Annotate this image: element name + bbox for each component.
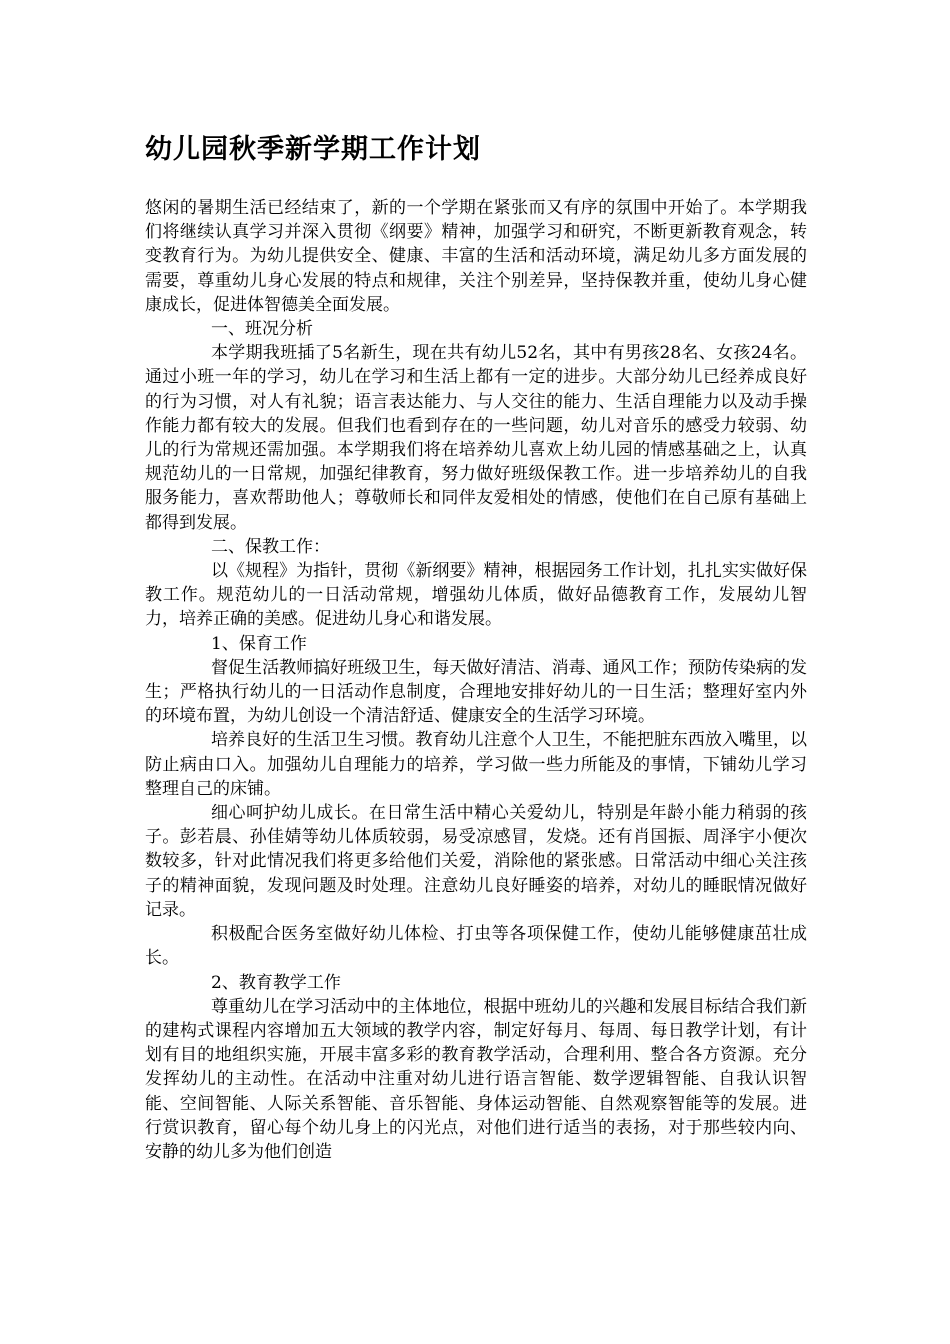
paragraph: 1、保育工作 xyxy=(211,633,307,654)
paragraph: 积极配合医务室做好幼儿体检、打虫等各项保健工作，使幼儿能够健康茁壮成长。 xyxy=(145,924,807,969)
paragraph: 本学期我班插了5名新生，现在共有幼儿52名，其中有男孩28名、女孩24名。通过小班一年的学习，幼儿在学习和生活上都有一定的进步。大部分幼儿已经养成良好的行为习惯，对人有礼貌；语言表达能力、与人交往的能力、生活自理能力以及动手操作能力都有较大的发展。但我们也看到存在的一些问题，幼儿对音乐的感受力较弱、幼儿的行为常规还需加强。本学期我们将在培养幼儿喜欢上幼儿园的情感基础之上，认真规范幼儿的一日常规，加强纪律教育，努力做好班级保教工作。进一步培养幼儿的自我服务能力，喜欢帮助他人；尊敬师长和同伴友爱相处的情感，使他们在自己原有基础上都得到发展。 xyxy=(145,343,807,533)
paragraph: 细心呵护幼儿成长。在日常生活中精心关爱幼儿，特别是年龄小能力稍弱的孩子。彭若晨、孙佳婧等幼儿体质较弱，易受凉感冒，发烧。还有肖国振、周泽宇小便次数较多，针对此情况我们将更多给他们关爱，消除他的紧张感。日常活动中细心关注孩子的精神面貌，发现问题及时处理。注意幼儿良好睡姿的培养，对幼儿的睡眠情况做好记录。 xyxy=(145,803,807,920)
paragraph: 督促生活教师搞好班级卫生，每天做好清洁、消毒、通风工作；预防传染病的发生；严格执行幼儿的一日活动作息制度，合理地安排好幼儿的一日生活；整理好室内外的环境布置，为幼儿创设一个清洁舒适、健康安全的生活学习环境。 xyxy=(145,657,807,727)
paragraph: 二、保教工作： xyxy=(211,536,330,557)
document-body xyxy=(145,196,807,1164)
paragraph: 培养良好的生活卫生习惯。教育幼儿注意个人卫生，不能把脏东西放入嘴里，以防止病由口入。加强幼儿自理能力的培养，学习做一些力所能及的事情，下铺幼儿学习整理自己的床铺。 xyxy=(145,730,807,799)
paragraph: 悠闲的暑期生活已经结束了，新的一个学期在紧张而又有序的氛围中开始了。本学期我们将继续认真学习并深入贯彻《纲要》精神，加强学习和研究，不断更新教育观念，转变教育行为。为幼儿提供安全、健康、丰富的生活和活动环境，满足幼儿多方面发展的需要，尊重幼儿身心发展的特点和规律，关注个别差异，坚持保教并重，使幼儿身心健康成长，促进体智德美全面发展。 xyxy=(145,198,807,315)
paragraph: 以《规程》为指针，贯彻《新纲要》精神，根据园务工作计划，扎扎实实做好保教工作。规范幼儿的一日活动常规，增强幼儿体质，做好品德教育工作，发展幼儿智力，培养正确的美感。促进幼儿身心和谐发展。 xyxy=(145,561,807,630)
paragraph: 尊重幼儿在学习活动中的主体地位，根据中班幼儿的兴趣和发展目标结合我们新的建构式课程内容增加五大领域的教学内容，制定好每月、每周、每日教学计划，有计划有目的地组织实施，开展丰富多彩的教育教学活动，合理利用、整合各方资源。充分发挥幼儿的主动性。在活动中注重对幼儿进行语言智能、数学逻辑智能、自我认识智能、空间智能、人际关系智能、音乐智能、身体运动智能、自然观察智能等的发展。进行赏识教育，留心每个幼儿身上的闪光点，对他们进行适当的表扬，对于那些较内向、安静的幼儿多为他们创造 xyxy=(145,996,807,1162)
paragraph: 一、班况分析 xyxy=(211,319,313,340)
document-page xyxy=(145,130,807,1164)
paragraph: 2、教育教学工作 xyxy=(211,972,341,993)
document-title: 幼儿园秋季新学期工作计划 xyxy=(145,134,481,165)
